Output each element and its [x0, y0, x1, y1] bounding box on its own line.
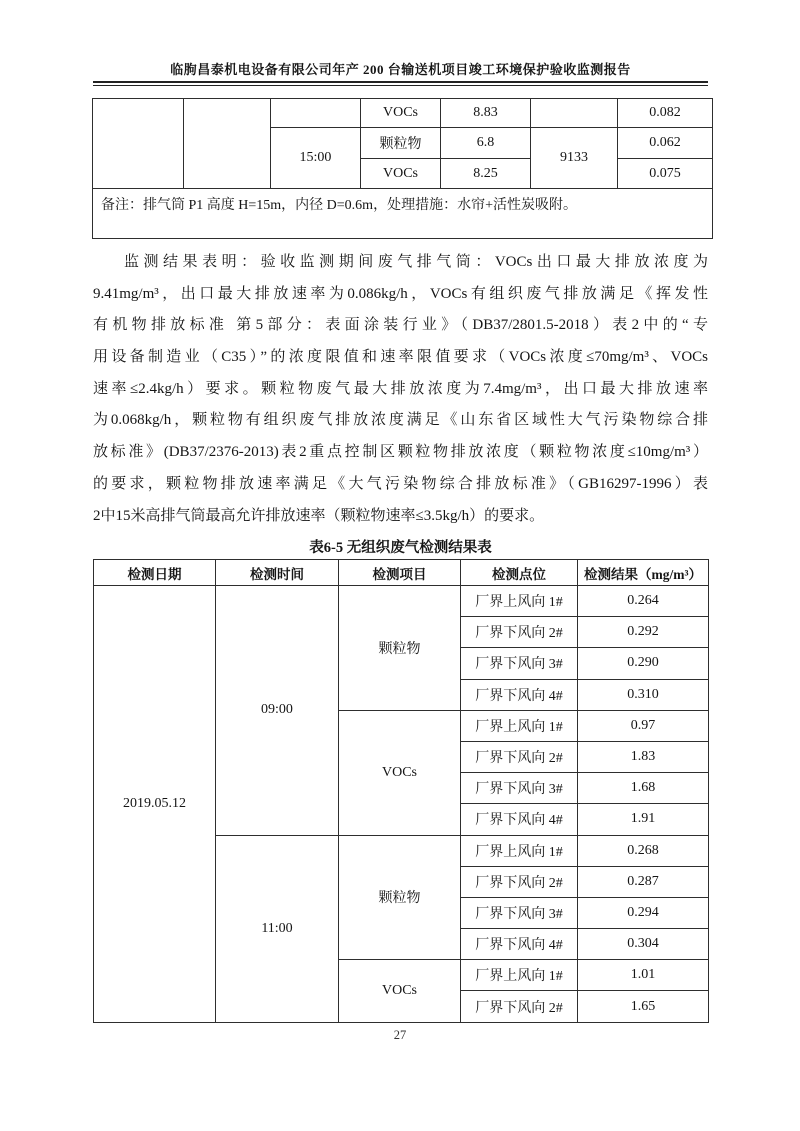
cell-result: 0.310	[578, 679, 709, 710]
cell-point: 厂界下风向 3#	[461, 773, 578, 804]
cell-result: 0.268	[578, 835, 709, 866]
cell-item: VOCs	[339, 960, 461, 1022]
table-cell-item: VOCs	[361, 159, 441, 189]
cell-result: 0.292	[578, 617, 709, 648]
cell-point: 厂界下风向 4#	[461, 929, 578, 960]
cell-result: 0.304	[578, 929, 709, 960]
table-cell-concentration: 6.8	[441, 128, 531, 159]
header-rule-thick	[93, 81, 708, 83]
cell-result: 0.290	[578, 648, 709, 679]
table-cell-item: 颗粒物	[361, 128, 441, 159]
table-cell-time-empty	[271, 99, 361, 128]
paragraph-line: 为0.068kg/h，颗粒物有组织废气排放浓度满足《山东省区域性大气污染物综合排	[93, 412, 708, 429]
paragraph-line: 用设备制造业（C35）”的浓度限值和速率限值要求（VOCs浓度≤70mg/m³、VOCs	[93, 349, 708, 366]
cell-result: 1.83	[578, 741, 709, 772]
cell-point: 厂界下风向 2#	[461, 991, 578, 1022]
cell-result: 0.264	[578, 586, 709, 617]
table-row	[94, 586, 709, 617]
table-cell-rate: 0.062	[618, 128, 713, 159]
cell-result: 1.65	[578, 991, 709, 1022]
cell-result: 1.91	[578, 804, 709, 835]
table-cell-concentration: 8.25	[441, 159, 531, 189]
paragraph-line: 速率≤2.4kg/h）要求。颗粒物废气最大排放浓度为7.4mg/m³，出口最大排放速率	[93, 380, 708, 397]
table-6-5-title: 表6-5 无组织废气检测结果表	[309, 540, 492, 556]
cell-item: VOCs	[339, 710, 461, 835]
cell-time: 09:00	[216, 586, 339, 836]
cell-point: 厂界下风向 4#	[461, 679, 578, 710]
table-row	[93, 99, 713, 128]
cell-point: 厂界下风向 2#	[461, 866, 578, 897]
cell-point: 厂界下风向 3#	[461, 648, 578, 679]
cell-result: 0.294	[578, 897, 709, 928]
result-paragraph	[93, 247, 708, 532]
paragraph-line: 有机物排放标准 第5部分：表面涂装行业》（DB37/2801.5-2018）表2中的“专	[93, 317, 708, 334]
table-cell-item: VOCs	[361, 99, 441, 128]
cell-point: 厂界上风向 1#	[461, 710, 578, 741]
running-header-title: 临朐昌泰机电设备有限公司年产 200 台输送机项目竣工环境保护验收监测报告	[170, 62, 631, 77]
paragraph-line: 9.41mg/m³，出口最大排放速率为0.086kg/h，VOCs有组织废气排放满足《挥发性	[93, 285, 708, 302]
column-header-date: 检测日期	[94, 560, 216, 586]
cell-point: 厂界下风向 4#	[461, 804, 578, 835]
cell-item: 颗粒物	[339, 586, 461, 711]
column-header-item: 检测项目	[339, 560, 461, 586]
paragraph-line: 监测结果表明：验收监测期间废气排气筒：VOCs出口最大排放浓度为	[124, 254, 708, 270]
page-number: 27	[393, 1028, 407, 1042]
cell-result: 0.287	[578, 866, 709, 897]
column-header-point: 检测点位	[461, 560, 578, 586]
table-note: 备注：排气筒 P1 高度 H=15m，内径 D=0.6m，处理措施：水帘+活性炭吸附。	[93, 189, 713, 239]
table-cell-rate: 0.082	[618, 99, 713, 128]
stack-emission-table	[92, 98, 713, 239]
cell-item: 颗粒物	[339, 835, 461, 960]
table-cell-date-empty	[93, 99, 184, 189]
column-header-time: 检测时间	[216, 560, 339, 586]
fugitive-emission-table	[93, 559, 709, 1023]
paragraph-line: 放标准》(DB37/2376-2013)表2重点控制区颗粒物排放浓度（颗粒物浓度≤10mg/m³）	[93, 444, 708, 461]
paragraph-line: 2中15米高排气筒最高允许排放速率（颗粒物速率≤3.5kg/h）的要求。	[93, 507, 545, 524]
cell-result: 1.01	[578, 960, 709, 991]
cell-point: 厂界上风向 1#	[461, 835, 578, 866]
table-cell-rate: 0.075	[618, 159, 713, 189]
cell-point: 厂界下风向 2#	[461, 617, 578, 648]
cell-result: 0.97	[578, 710, 709, 741]
cell-point: 厂界上风向 1#	[461, 586, 578, 617]
column-header-result: 检测结果（mg/m³）	[578, 560, 709, 586]
table-cell-flow-empty	[531, 99, 618, 128]
header-rule-thin	[93, 85, 708, 86]
table-row-note	[93, 189, 713, 239]
cell-point: 厂界下风向 2#	[461, 741, 578, 772]
table-cell-time: 15:00	[271, 128, 361, 189]
cell-date: 2019.05.12	[94, 586, 216, 1023]
table-cell-concentration: 8.83	[441, 99, 531, 128]
cell-result: 1.68	[578, 773, 709, 804]
cell-point: 厂界下风向 3#	[461, 897, 578, 928]
cell-point: 厂界上风向 1#	[461, 960, 578, 991]
table-cell-point-empty	[184, 99, 271, 189]
table-header-row	[94, 560, 709, 586]
table-cell-flow: 9133	[531, 128, 618, 189]
cell-time: 11:00	[216, 835, 339, 1022]
paragraph-line: 的要求，颗粒物排放速率满足《大气污染物综合排放标准》（GB16297-1996）表	[93, 475, 708, 492]
